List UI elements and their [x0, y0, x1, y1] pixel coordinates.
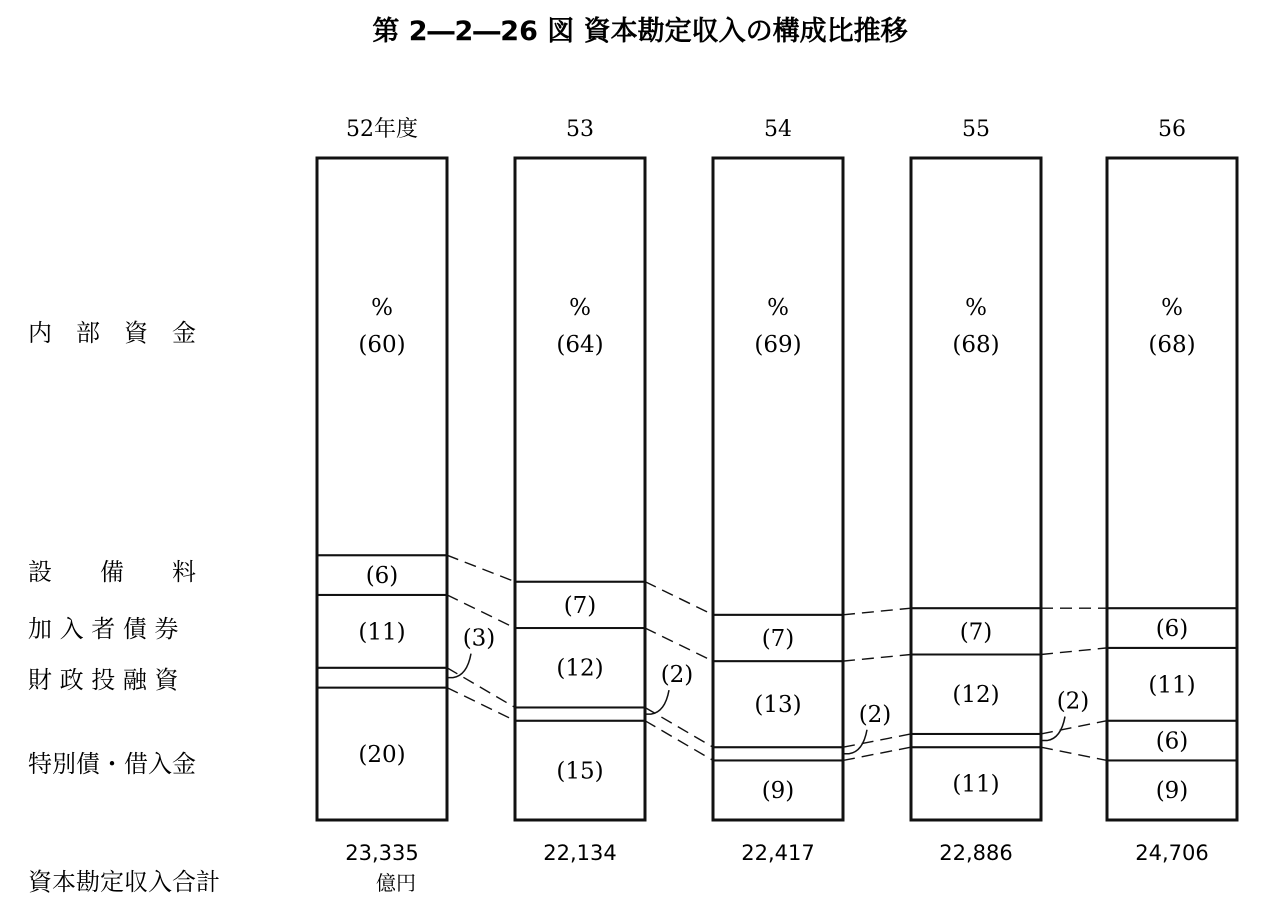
connector-line: [1041, 648, 1107, 655]
connector-line: [645, 582, 713, 615]
data-label: (6): [1155, 616, 1189, 643]
data-label: (13): [754, 692, 802, 719]
series-label: 設 備 料: [28, 558, 196, 586]
percent-sign: %: [371, 295, 393, 321]
data-label: (68): [1148, 332, 1196, 358]
percent-sign: %: [569, 295, 591, 321]
connector-line: [447, 555, 515, 581]
bar-3: [911, 158, 1041, 820]
connector-line: [843, 608, 911, 615]
totals-label: 資本勘定収入合計: [28, 868, 220, 896]
bar-0: [317, 158, 447, 820]
bar-segment: [1107, 158, 1237, 608]
data-label: (12): [952, 682, 1000, 709]
series-label: 加 入 者 債 券: [28, 615, 179, 643]
bar-segment: [713, 747, 843, 760]
data-label: (7): [563, 592, 597, 619]
series-label: 財 政 投 融 資: [28, 666, 179, 694]
bar-2: [713, 158, 843, 820]
bar-segment: [515, 707, 645, 720]
category-label: 56: [1158, 117, 1186, 142]
data-label: (3): [462, 625, 496, 652]
category-label: 54: [764, 117, 792, 142]
data-label: (15): [556, 758, 604, 785]
bar-segment: [713, 158, 843, 615]
totals-unit: 億円: [376, 871, 416, 895]
connector-line: [843, 655, 911, 662]
connector-line: [447, 688, 515, 721]
data-label: (12): [556, 655, 604, 682]
data-label: (20): [358, 741, 406, 768]
bar-4: [1107, 158, 1237, 820]
data-label: (60): [358, 332, 406, 358]
totals-group: [28, 841, 1209, 896]
data-label: (11): [1148, 672, 1196, 699]
total-value: 22,417: [741, 841, 815, 865]
data-label: (2): [1056, 688, 1090, 715]
chart-title: 第 2―2―26 図 資本勘定収入の構成比推移: [372, 16, 908, 47]
category-label: 52年度: [346, 117, 418, 142]
total-value: 22,886: [939, 841, 1013, 865]
series-label: 特別債・借入金: [28, 750, 196, 778]
percent-sign: %: [767, 295, 789, 321]
connector-line: [1041, 747, 1107, 760]
data-label: (69): [754, 332, 802, 358]
percent-sign: %: [965, 295, 987, 321]
percent-sign: %: [1161, 295, 1183, 321]
bar-segment: [911, 158, 1041, 608]
row-labels: [28, 319, 196, 778]
total-value: 22,134: [543, 841, 617, 865]
bar-segment: [911, 734, 1041, 747]
data-label: (64): [556, 332, 604, 358]
data-label: (6): [365, 563, 399, 590]
data-label: (11): [358, 619, 406, 646]
connector-line: [843, 747, 911, 760]
total-value: 24,706: [1135, 841, 1209, 865]
data-label: (7): [761, 625, 795, 652]
data-label: (9): [761, 778, 795, 805]
data-label: (6): [1155, 728, 1189, 755]
category-label: 55: [962, 117, 990, 142]
connector-line: [447, 595, 515, 628]
data-label: (68): [952, 332, 1000, 358]
connector-line: [843, 734, 911, 747]
bar-segment: [317, 668, 447, 688]
data-label: (2): [660, 662, 694, 689]
connector-line: [645, 628, 713, 661]
category-label: 53: [566, 117, 594, 142]
data-label: (9): [1155, 778, 1189, 805]
bar-1: [515, 158, 645, 820]
bars-group: [317, 158, 1237, 820]
connector-line: [1041, 721, 1107, 734]
data-label: (7): [959, 619, 993, 646]
category-labels: [346, 117, 1186, 142]
bar-segment: [515, 158, 645, 582]
data-label: (2): [858, 701, 892, 728]
connector-line: [447, 668, 515, 708]
series-label: 内 部 資 金: [28, 319, 196, 347]
total-value: 23,335: [345, 841, 419, 865]
data-label: (11): [952, 771, 1000, 798]
